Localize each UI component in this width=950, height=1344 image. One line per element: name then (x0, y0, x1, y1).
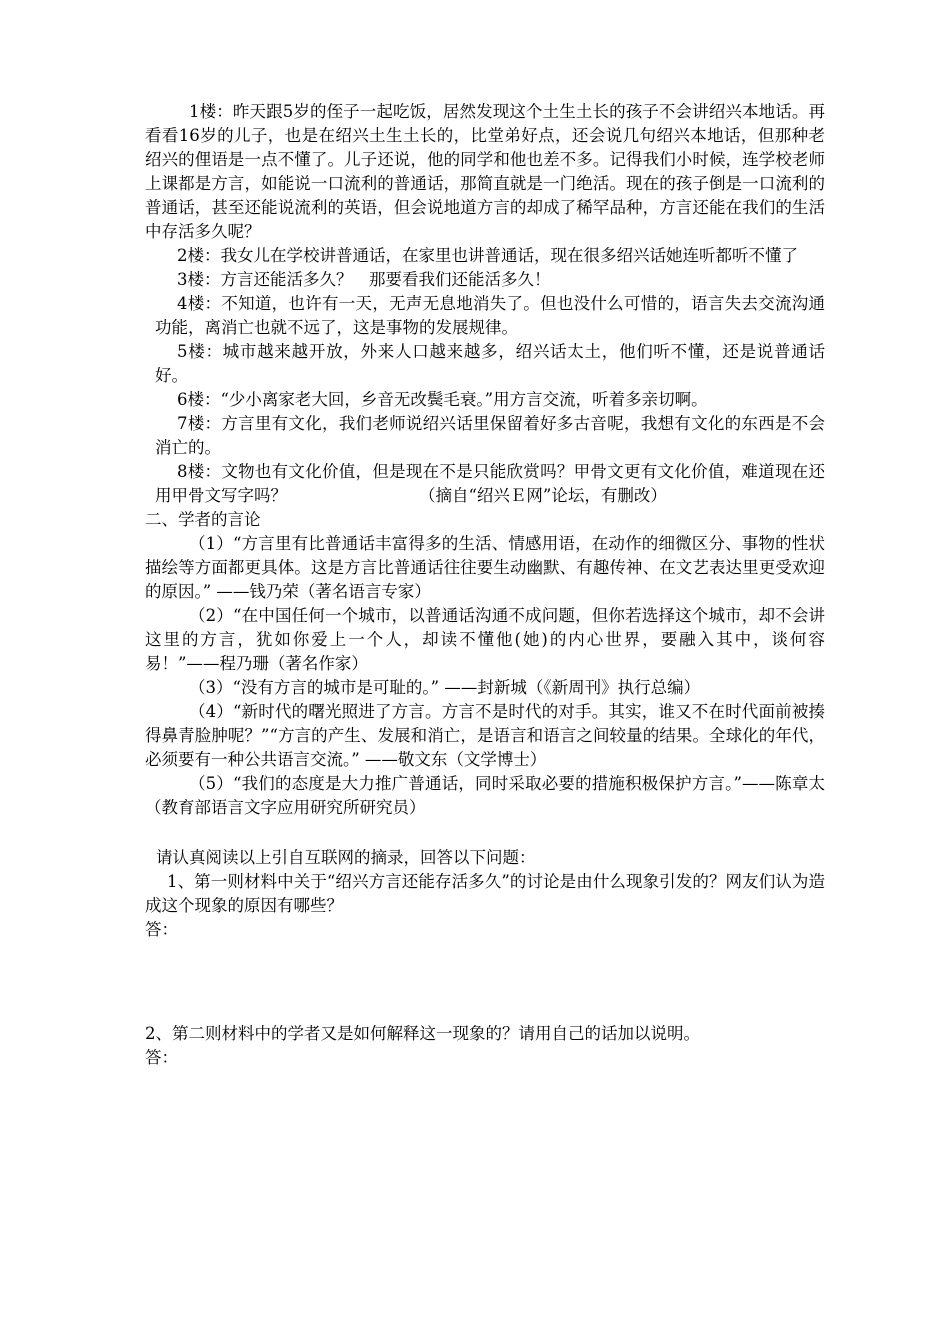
forum-post-3: 3楼：方言还能活多久？ 那要看我们还能活多久！ (177, 270, 551, 289)
scholar-section (145, 508, 825, 820)
forum-excerpt (145, 100, 825, 508)
questions-section (145, 846, 825, 1070)
scholar-quote-5: （5）“我们的态度是大力推广普通话，同时采取必要的措施积极保护方言。”——陈章太（教育部语言文字应用研究所研究员） (145, 774, 825, 817)
scholar-quote-1: （1）“方言里有比普通话丰富得多的生活、情感用语，在动作的细微区分、事物的性状描绘等方面都更具体。这是方言比普通话往往要生动幽默、有趣传神、在文艺表达里更受欢迎的原因。” ——钱乃荣（著名语言专家） (145, 534, 825, 601)
questions-intro: 请认真阅读以上引自互联网的摘录，回答以下问题： (156, 848, 536, 867)
spacer (145, 820, 825, 846)
scholar-quote-4: （4）“新时代的曙光照进了方言。方言不是时代的对手。其实，谁又不在时代面前被揍得鼻青脸肿呢？”“方言的产生、发展和消亡，是语言和语言之间较量的结果。全球化的年代，必须要有一种公共语言交流。” ——敬文东（文学博士） (145, 702, 825, 769)
answer-label-1: 答： (145, 920, 178, 939)
forum-post-8 (145, 460, 825, 508)
forum-post-6: 6楼：“少小离家老大回，乡音无改鬓毛衰。”用方言交流，听着多亲切啊。 (177, 390, 708, 409)
forum-post-5: 5楼：城市越来越开放，外来人口越来越多，绍兴话太土，他们听不懂，还是说普通话好。 (155, 342, 825, 385)
section-heading: 二、学者的言论 (145, 510, 261, 529)
scholar-quote-3: （3）“没有方言的城市是可耻的。” ——封新城（《新周刊》执行总编） (189, 678, 701, 697)
answer-space-1[interactable] (145, 942, 825, 1022)
forum-post-8-text: 8楼：文物也有文化价值，但是现在不是只能欣赏吗？甲骨文更有文化价值，难道现在还用甲骨文写字吗？ (155, 462, 825, 505)
question-2: 2、第二则材料中的学者又是如何解释这一现象的？请用自己的话加以说明。 (145, 1024, 700, 1043)
scholar-quote-2: （2）“在中国任何一个城市，以普通话沟通不成问题，但你若选择这个城市，却不会讲这里的方言，犹如你爱上一个人，却读不懂他(她)的内心世界，要融入其中，谈何容易！”——程乃珊（著名作家） (145, 606, 825, 673)
question-1: 1、第一则材料中关于“绍兴方言还能存活多久”的讨论是由什么现象引发的？网友们认为造成这个现象的原因有哪些？ (145, 872, 825, 915)
forum-post-1: 1楼：昨天跟5岁的侄子一起吃饭，居然发现这个土生土长的孩子不会讲绍兴本地话。再看看16岁的儿子，也是在绍兴土生土长的，比堂弟好点，还会说几句绍兴本地话，但那种老绍兴的俚语是一点不懂了。儿子还说，他的同学和他也差不多。记得我们小时候，连学校老师上课都是方言，如能说一口流利的普通话，那简直就是一门绝活。现在的孩子倒是一口流利的普通话，甚至还能说流利的英语，但会说地道方言的却成了稀罕品种，方言还能在我们的生活中存活多久呢？ (145, 102, 825, 241)
forum-post-7: 7楼：方言里有文化，我们老师说绍兴话里保留着好多古音呢，我想有文化的东西是不会消亡的。 (155, 414, 825, 457)
document-page (145, 100, 825, 1070)
forum-post-2: 2楼：我女儿在学校讲普通话，在家里也讲普通话，现在很多绍兴话她连听都听不懂了 (177, 246, 798, 265)
forum-post-4: 4楼：不知道，也许有一天，无声无息地消失了。但也没什么可惜的，语言失去交流沟通功能，离消亡也就不远了，这是事物的发展规律。 (155, 294, 825, 337)
forum-source: （摘自“绍兴Ｅ网”论坛，有删改） (419, 486, 667, 505)
answer-label-2: 答： (145, 1048, 178, 1067)
